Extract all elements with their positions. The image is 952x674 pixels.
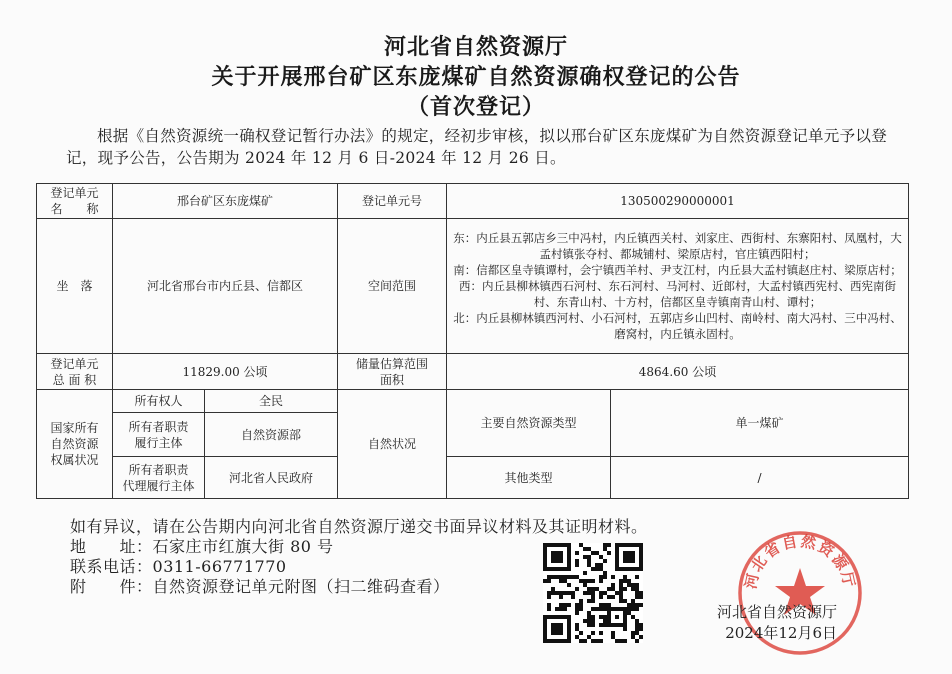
location-label: 坐 落	[37, 219, 113, 354]
attachment-value: 自然资源登记单元附图（扫二维码查看）	[152, 577, 450, 596]
reserve-value: 4864.60 公顷	[447, 354, 909, 390]
attachment-line	[70, 577, 770, 597]
issue-date: 2024年12月6日	[725, 624, 838, 642]
spatial-range	[447, 219, 909, 354]
owner-label: 所有权人	[113, 390, 205, 413]
spatial-label: 空间范围	[338, 219, 447, 354]
svg-text:河北省自然资源厅: 河北省自然资源厅	[741, 532, 859, 591]
address-line	[70, 537, 770, 557]
spatial-west: 西：内丘县柳林镇西石河村、东石河村、马河村、近郎村，大孟村镇西宪村、西宪南街村、东青山村、十方村，信都区皇寺镇南青山村、谭村；	[459, 279, 897, 309]
qr-code[interactable]	[543, 543, 643, 643]
spatial-east: 东：内丘县五郭店乡三中冯村，内丘镇西关村、刘家庄、西街村、东寨阳村、凤凰村，大孟村镇张夺村、都城铺村、梁原店村，官庄镇西阳村；	[453, 231, 902, 261]
main-type-value: 单一煤矿	[611, 390, 909, 457]
footer-info	[70, 517, 770, 597]
unit-name-label: 登记单元 名 称	[37, 184, 113, 219]
agent-label: 所有者职责 代理履行主体	[113, 457, 205, 499]
table-row	[37, 390, 909, 413]
notice-subtitle: 关于开展邢台矿区东庞煤矿自然资源确权登记的公告	[211, 64, 741, 90]
area-label: 登记单元 总 面 积	[37, 354, 113, 390]
intro-paragraph: 根据《自然资源统一确权登记暂行办法》的规定，经初步审核，拟以邢台矿区东庞煤矿为自然资源登记单元予以登记，现予公告，公告期为 2024 年 12 月 6 日-2024 年 12 月 26 日。	[66, 127, 888, 167]
address-label: 地 址：	[70, 537, 153, 556]
agent-value: 河北省人民政府	[205, 457, 338, 499]
ownership-label: 国家所有 自然资源 权属状况	[37, 390, 113, 499]
spatial-south: 南：信都区皇寺镇谭村，会宁镇西羊村、尹支江村，内丘县大孟村镇赵庄村、梁原店村；	[453, 263, 902, 277]
table-row	[37, 457, 909, 499]
owner-value: 全民	[205, 390, 338, 413]
main-type-label: 主要自然资源类型	[447, 390, 611, 457]
notice-title: 河北省自然资源厅	[383, 34, 568, 60]
phone-line	[70, 557, 770, 577]
other-type-value: /	[611, 457, 909, 499]
duty-value: 自然资源部	[205, 413, 338, 457]
area-value: 11829.00 公顷	[113, 354, 338, 390]
issuer-name: 河北省自然资源厅	[717, 603, 838, 621]
table-row	[37, 219, 909, 354]
issuer-block	[717, 602, 837, 644]
objection-note: 如有异议，请在公告期内向河北省自然资源厅递交书面异议材料及其证明材料。	[70, 517, 648, 536]
phone-value: 0311-66771770	[152, 557, 287, 576]
address-value: 石家庄市红旗大街 80 号	[152, 537, 334, 556]
nature-label: 自然状况	[338, 390, 447, 499]
spatial-north: 北：内丘县柳林镇西河村、小石河村，五郭店乡山凹村、南岭村、南大冯村、三中冯村、磨窝村，内丘镇永固村。	[453, 311, 902, 341]
other-type-label: 其他类型	[447, 457, 611, 499]
table-row	[37, 354, 909, 390]
table-row	[37, 184, 909, 219]
unit-no-value: 130500290000001	[447, 184, 909, 219]
notice-registration-type: （首次登记）	[406, 94, 545, 120]
location-value: 河北省邢台市内丘县、信都区	[113, 219, 338, 354]
unit-no-label: 登记单元号	[338, 184, 447, 219]
reserve-label: 储量估算范围 面积	[338, 354, 447, 390]
attachment-label: 附 件：	[70, 577, 153, 596]
phone-label: 联系电话：	[70, 557, 153, 576]
registration-table	[36, 183, 909, 499]
unit-name-value: 邢台矿区东庞煤矿	[113, 184, 338, 219]
duty-label: 所有者职责 履行主体	[113, 413, 205, 457]
